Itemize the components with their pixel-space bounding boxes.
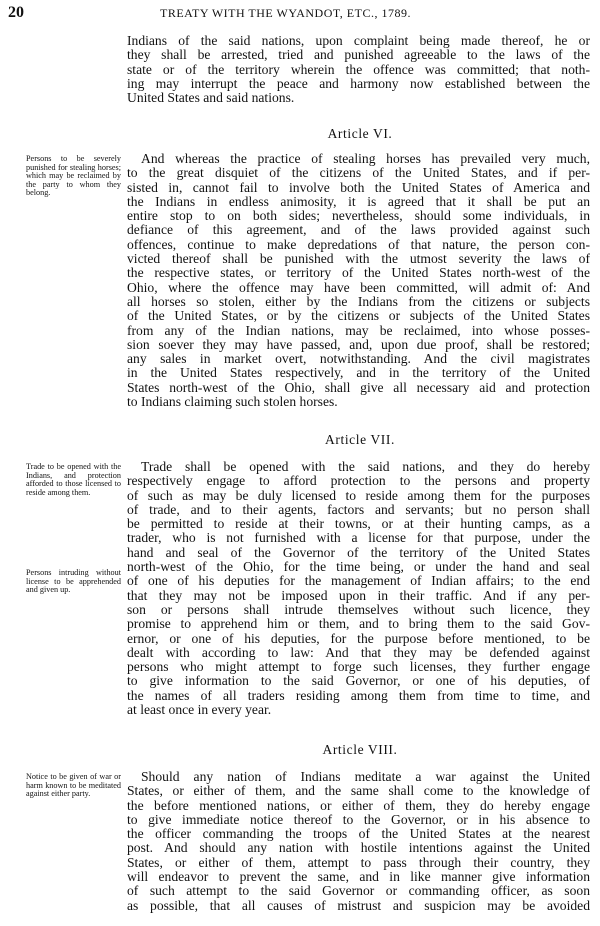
text-line: of one of his deputies for the management of Indian affairs; to the end: [127, 574, 590, 589]
text-line: Ohio, where the offence may have been committed, will admit of: And: [127, 280, 590, 295]
text-line: ernor, or one of his deputies, for the purpose before mentioned, to be: [127, 631, 590, 646]
text-line: the before mentioned nations, or either of them, they do hereby engage: [127, 798, 590, 813]
text-line: they shall be arrested, tried and punished agreeable to the laws of the: [127, 48, 590, 63]
text-line: States, or either of them, attempt to pass through their country, they: [127, 855, 590, 870]
text-line: as possible, that all causes of mistrust and suspicion may be avoided: [127, 898, 590, 913]
text-line: of trade, and to their agents, factors and servants; but no person shall: [127, 502, 590, 517]
text-line: north-west of the Ohio, for the time being, or under the hand and seal: [127, 560, 590, 575]
text-line: And whereas the practice of stealing horses has prevailed very much,: [141, 152, 590, 166]
text-line: to give information to the said Governor, or one of his deputies, of: [127, 674, 590, 689]
text-line: hand and seal of the Governor of the territory of the United States: [127, 545, 590, 560]
text-line: of such attempt to the said Governor or commanding officer, as soon: [127, 884, 590, 899]
text-line: the Indians in endless animosity, it is agreed that it shall be put an: [127, 194, 590, 209]
text-line: Trade shall be opened with the said nations, and they do hereby: [141, 460, 590, 474]
text-line: the officer commanding the troops of the United States at the nearest: [127, 827, 590, 842]
text-line: son or persons shall intrude themselves without such licence, they: [127, 602, 590, 617]
text-line: United States and said nations.: [127, 91, 295, 106]
text-line: of the United States, or by the citizens or subjects of the United States: [127, 309, 590, 324]
article-heading: Article VI.: [327, 126, 393, 141]
article-body: [127, 770, 590, 913]
text-line: offences, continue to make depredations of that nature, the person con-: [127, 237, 590, 252]
text-line: sisted in, cannot fail to involve both the United States of America and: [127, 180, 590, 195]
article-heading: Article VII.: [325, 432, 395, 447]
text-line: respectively engage to afford protection to the persons and property: [127, 474, 590, 489]
text-line: from any of the Indian nations, may be reclaimed, into whose posses-: [127, 323, 590, 338]
text-line: state or of the territory wherein the offence was committed; that noth-: [127, 62, 590, 77]
text-line: promise to apprehend him or them, and to bring them to the said Gov-: [127, 617, 590, 632]
text-line: post. And should any nation with hostile intentions against the United: [127, 841, 590, 856]
text-line: persons who might attempt to forge such licenses, they further engage: [127, 660, 590, 675]
margin-note: Persons intruding without license to be apprehended and given up.: [26, 568, 121, 595]
text-line: trader, who is not furnished with a license for that purpose, under the: [127, 531, 590, 546]
text-line: any sales in market overt, notwithstanding. And the civil magistrates: [127, 352, 590, 367]
text-line: the names of all traders residing among them from time to time, and: [127, 688, 590, 703]
text-line: the respective states, or territory of the United States north-west of the: [127, 266, 590, 281]
text-line: States north-west of the Ohio, shall give all necessary aid and protection: [127, 380, 590, 395]
article-body: [127, 152, 590, 409]
running-head: TREATY WITH THE WYANDOT, ETC., 1789.: [160, 6, 411, 20]
text-line: that they may not be imposed upon in their traffic. And if any per-: [127, 588, 590, 603]
text-line: to Indians claiming such stolen horses.: [127, 395, 338, 410]
text-line: States, or either of them, and the same shall come to the knowledge of: [127, 784, 590, 799]
margin-note: Notice to be given of war or harm known to be meditated against either party.: [26, 772, 121, 799]
text-line: dealt with according to law: And that they may be defended against: [127, 645, 590, 660]
article-heading: Article VIII.: [322, 742, 398, 757]
margin-note: Persons to be severely punished for stealing horses; which may be reclaimed by the party to whom they belong.: [26, 154, 121, 198]
text-line: defiance of this agreement, and of the laws provided against such: [127, 223, 590, 238]
text-line: will endeavor to prevent the same, and in like manner give information: [127, 870, 590, 885]
text-line: in the United States respectively, and in the territory of the United: [127, 366, 590, 381]
margin-note: Trade to be opened with the Indians, and protection afforded to those licensed to reside among them.: [26, 462, 121, 497]
text-line: victed thereof shall be punished with the utmost severity the laws of: [127, 252, 590, 267]
text-line: Indians of the said nations, upon complaint being made thereof, he or: [127, 34, 590, 48]
text-line: all horses so stolen, either by the Indians from the citizens or subjects: [127, 294, 590, 309]
text-line: entire stop to on both sides; nevertheless, should some individuals, in: [127, 209, 590, 224]
page-number: 20: [8, 4, 24, 21]
article-body: [127, 460, 590, 717]
text-line: of such as may be duly licensed to reside among them for the purposes: [127, 488, 590, 503]
intro-paragraph: [127, 34, 590, 105]
text-line: ing may interrupt the peace and harmony now established between the: [127, 76, 590, 91]
text-line: at least once in every year.: [127, 703, 272, 718]
text-line: to the great disquiet of the citizens of the United States, and if per-: [127, 166, 590, 181]
text-line: Should any nation of Indians meditate a war against the United: [141, 770, 590, 784]
text-line: sion soever they may have passed, and, upon due proof, shall be restored;: [127, 337, 590, 352]
page-header: [0, 4, 600, 24]
text-line: be permitted to reside at their towns, or at their hunting camps, as a: [127, 517, 590, 532]
text-line: to give immediate notice thereof to the Governor, or in his absence to: [127, 812, 590, 827]
